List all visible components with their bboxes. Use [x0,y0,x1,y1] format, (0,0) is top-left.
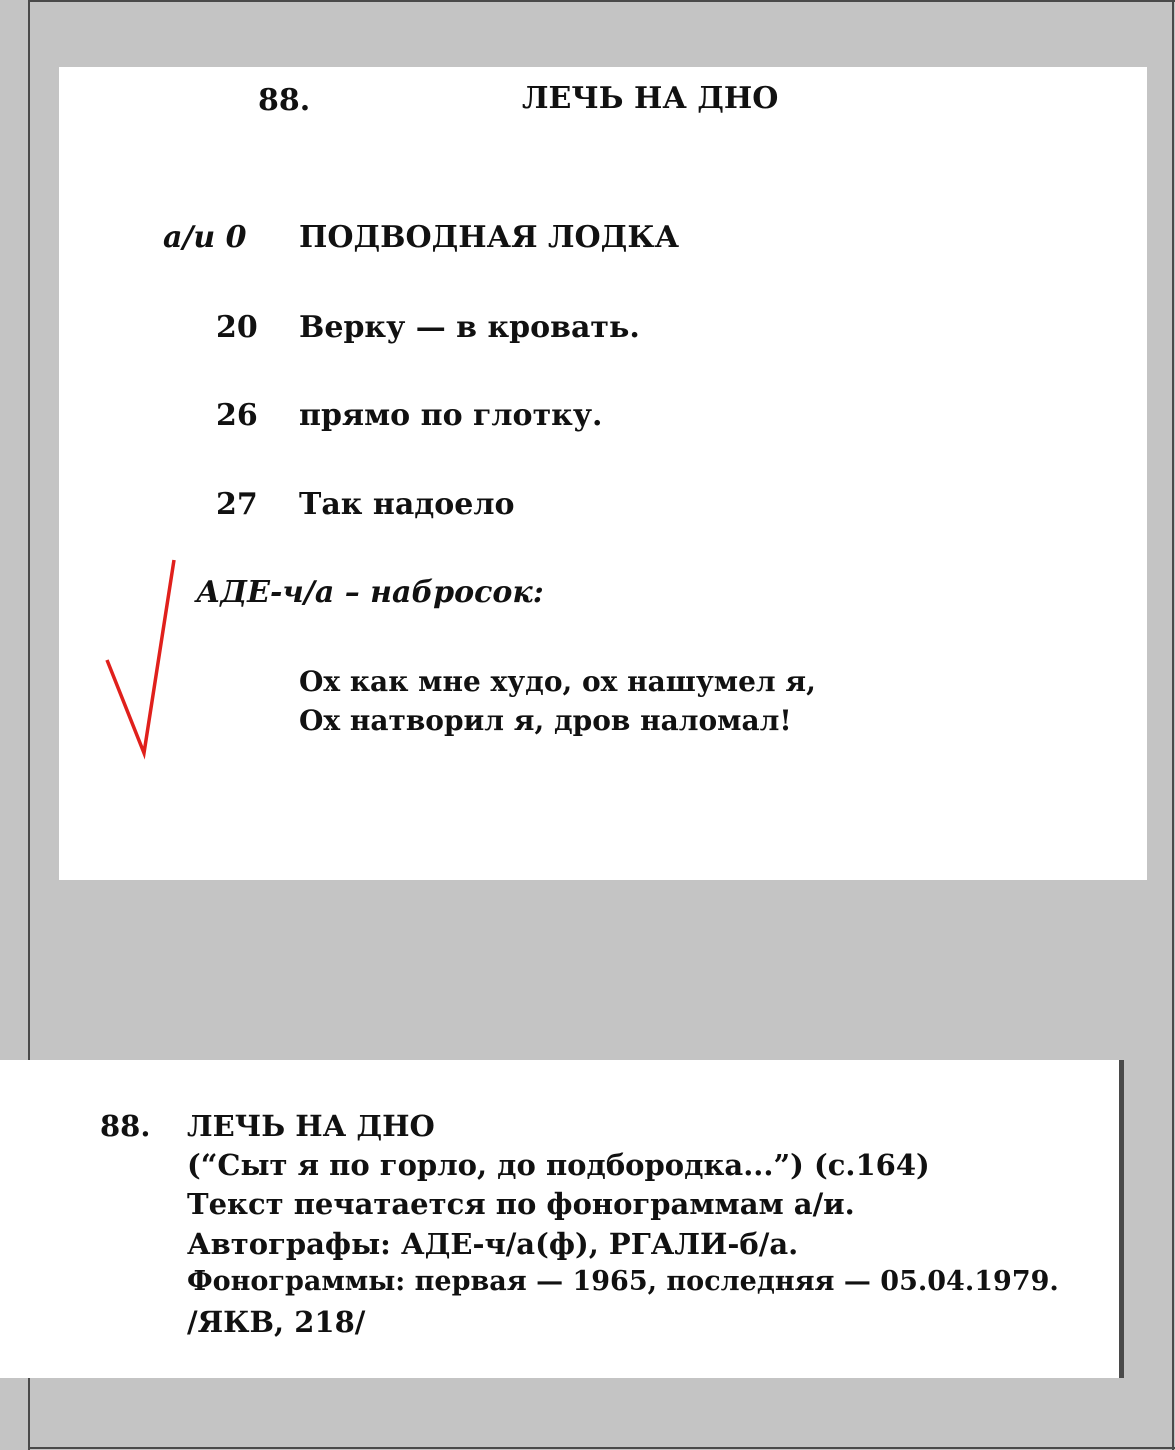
sketch-line: Ох натворил я, дров наломал! [299,704,792,737]
check-mark-icon [100,555,185,765]
sketch-line: Ох как мне худо, ох нашумел я, [299,665,816,698]
note-title: ЛЕЧЬ НА ДНО [187,1109,435,1143]
bottom-panel-right-edge [1119,1060,1124,1378]
note-entry-number: 88. [100,1109,151,1143]
frame-top-border [28,0,1175,2]
variant-label: 27 [216,487,258,522]
check-mark-stroke [107,560,174,753]
frame-right-border [1172,0,1174,1450]
variant-text: ПОДВОДНАЯ ЛОДКА [299,220,680,255]
variant-text: Верку — в кровать. [299,310,640,345]
entry-number: 88. [258,83,311,118]
note-phonograms: Фонограммы: первая — 1965, последняя — 05.04.1979. [187,1266,1059,1297]
top-page-panel [59,67,1147,880]
note-source: Текст печатается по фонограммам а/и. [187,1187,855,1221]
note-first-line: (“Сыт я по горло, до подбородка...”) (с.164) [187,1148,930,1182]
variant-text: Так надоело [299,487,515,522]
sketch-heading: АДЕ-ч/а – набросок: [196,575,544,610]
page-title: ЛЕЧЬ НА ДНО [522,81,779,116]
variant-label: а/и 0 [163,220,247,255]
variant-label: 20 [216,310,258,345]
frame-bottom-border [28,1447,1175,1449]
note-autographs: Автографы: АДЕ-ч/а(ф), РГАЛИ-б/а. [187,1227,799,1261]
variant-label: 26 [216,398,258,433]
note-reference: /ЯКВ, 218/ [187,1305,366,1339]
variant-text: прямо по глотку. [299,398,603,433]
